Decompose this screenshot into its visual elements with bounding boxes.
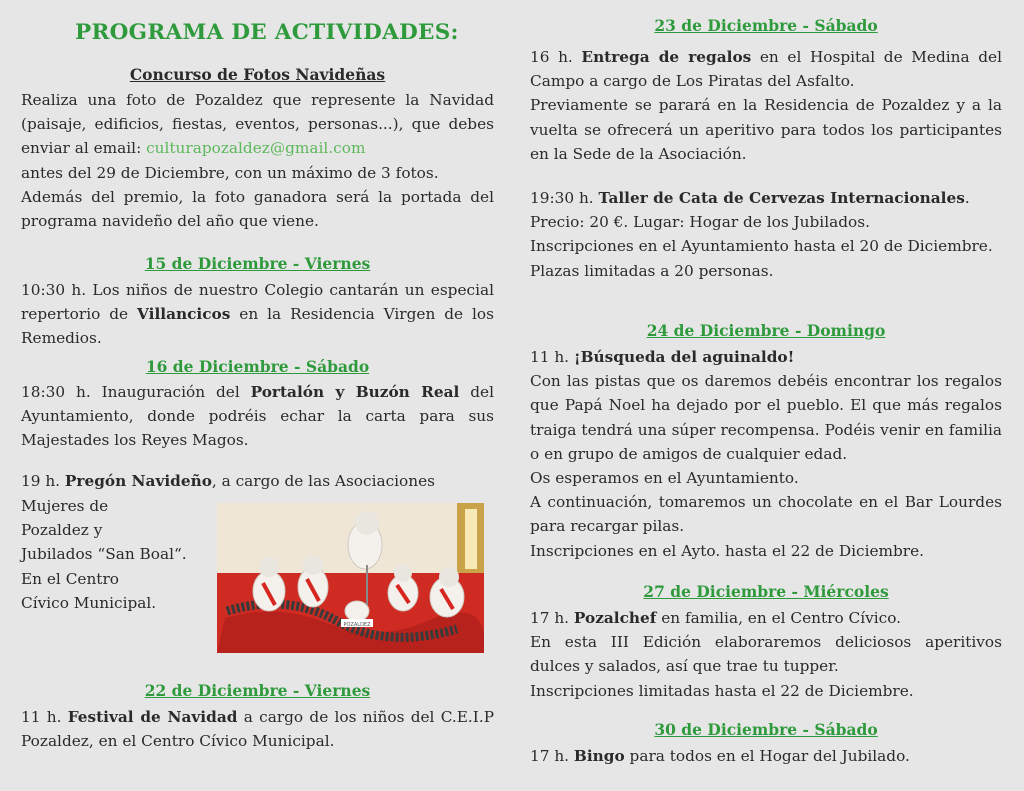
contest-intro: Realiza una foto de Pozaldez que represente la Navidad (paisaje, edificios, fiestas, eventos, personas...), que debes enviar al email: culturapozaldez@gmail.com — [21, 91, 494, 158]
section-title-dec27: 27 de Diciembre - Miércoles — [643, 582, 889, 601]
section-title-dec24: 24 de Diciembre - Domingo — [646, 321, 886, 340]
event-dec24: 11 h. ¡Búsqueda del aguinaldo! Con las pistas que os daremos debéis encontrar los regalos que Papá Noel ha dejado por el pueblo. El que más regalos traiga tendrá una súper recompensa. Podéis venir en familia o en grupo de amigos de cualquier edad. Os esperamos en el Ayuntamiento. A continuación, tomaremos un chocolate en el Bar Lourdes para recargar pilas. Inscripciones en el Ayto. hasta el 22 de Diciembre. — [530, 348, 1002, 560]
page-title: PROGRAMA DE ACTIVIDADES: — [75, 20, 459, 45]
contest-deadline: antes del 29 de Diciembre, con un máximo de 3 fotos. — [21, 163, 439, 182]
contest-prize: Además del premio, la foto ganadora será la portada del programa navideño del año que viene. — [21, 187, 494, 231]
event-dec16-pregon: 19 h. Pregón Navideño, a cargo de las Asociaciones — [21, 472, 436, 490]
section-title-dec22: 22 de Diciembre - Viernes — [144, 681, 371, 700]
sheep-decorations-photo — [217, 503, 484, 653]
event-dec27: 17 h. Pozalchef en familia, en el Centro Cívico. En esta III Edición elaboraremos deliciosos aperitivos dulces y salados, así que trae tu tupper. Inscripciones limitadas hasta el 22 de Diciembre. — [530, 609, 1002, 700]
event-dec22: 11 h. Festival de Navidad a cargo de los niños del C.E.I.P Pozaldez, en el Centro Cívico Municipal. — [21, 708, 494, 751]
event-dec16-inauguration: 18:30 h. Inauguración del Portalón y Buzón Real del Ayuntamiento, donde podréis echar la carta para sus Majestades los Reyes Magos. — [21, 383, 494, 450]
pregon-details: Mujeres de Pozaldez y Jubilados “San Boal“. En el Centro Cívico Municipal. — [21, 497, 187, 612]
section-title-dec23: 23 de Diciembre - Sábado — [654, 16, 878, 35]
event-dec30: 17 h. Bingo para todos en el Hogar del Jubilado. — [530, 747, 910, 765]
email-link[interactable]: culturapozaldez@gmail.com — [146, 139, 366, 158]
sheep-photo-illustration — [217, 503, 484, 653]
event-dec23-beer: 19:30 h. Taller de Cata de Cervezas Internacionales. Precio: 20 €. Lugar: Hogar de los Jubilados. Inscripciones en el Ayuntamiento hasta el 20 de Diciembre. Plazas limitadas a 20 personas. — [530, 189, 993, 280]
contest-title: Concurso de Fotos Navideñas — [129, 65, 386, 84]
section-title-dec30: 30 de Diciembre - Sábado — [654, 720, 878, 739]
section-title-dec15: 15 de Diciembre - Viernes — [144, 254, 371, 273]
section-title-dec16: 16 de Diciembre - Sábado — [145, 357, 370, 376]
event-dec15: 10:30 h. Los niños de nuestro Colegio cantarán un especial repertorio de Villancicos en la Residencia Virgen de los Remedios. — [21, 281, 494, 348]
photo-sign-text: POZALDEZ — [343, 622, 371, 628]
event-dec23-gifts: 16 h. Entrega de regalos en el Hospital de Medina del Campo a cargo de Los Piratas del Asfalto. Previamente se parará en la Residencia de Pozaldez y a la vuelta se ofrecerá un aperitivo para todos los participantes en la Sede de la Asociación. — [530, 48, 1002, 163]
contest-body — [21, 88, 494, 233]
